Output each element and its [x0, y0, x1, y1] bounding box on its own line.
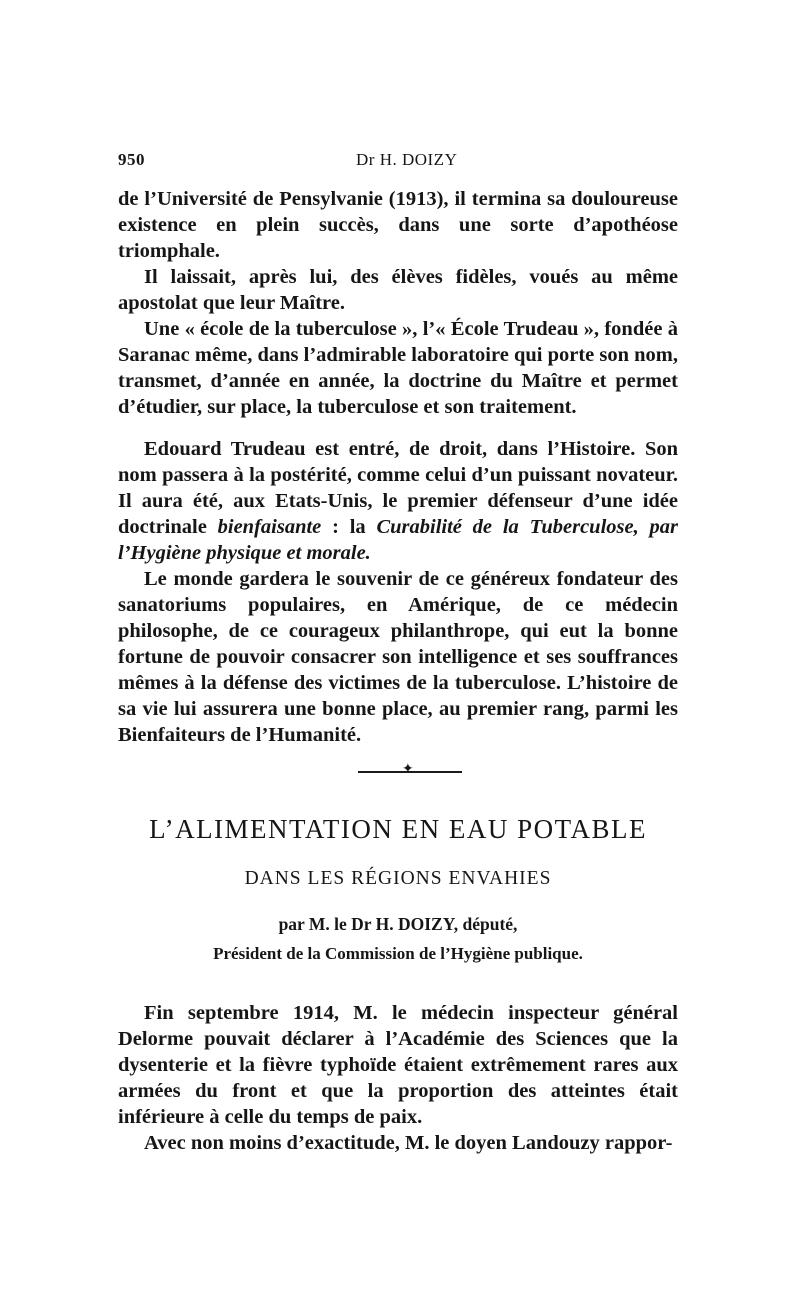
section-1-text — [118, 186, 678, 420]
paragraph-text: : la — [321, 516, 377, 538]
paragraph: Fin septembre 1914, M. le médecin inspecteur général Delorme pouvait déclarer à l’Académie des Sciences que la dysenterie et la fièvre typhoïde étaient extrêmement rares aux armées du front et que la proportion des atteintes était inférieure à celle du temps de paix. — [118, 1002, 678, 1128]
article-body — [118, 1000, 678, 1156]
running-title: Dr H. DOIZY — [356, 150, 458, 169]
paragraph-text: Edouard Trudeau est entré, de droit, dans l’Histoire. Son nom passera à la postérité, comme celui d’un puissant novateur. Il aura été, aux Etats-Unis, le premier défenseur d’une idée doctrinale — [118, 438, 678, 538]
section-2-text — [118, 436, 678, 748]
paragraph — [118, 436, 678, 566]
article-subtitle: DANS LES RÉGIONS ENVAHIES — [244, 868, 552, 889]
author-affiliation: Président de la Commission de l’Hygiène publique. — [213, 944, 583, 963]
italic-phrase: bienfaisante — [217, 516, 322, 538]
paragraph: Une « école de la tuberculose », l’« École Trudeau », fondée à Saranac même, dans l’admirable laboratoire qui porte son nom, transmet, d’année en année, la doctrine du Maître et permet d’étudier, sur place, la tuberculose et son traitement. — [118, 318, 678, 418]
paragraph: Le monde gardera le souvenir de ce généreux fondateur des sanatoriums populaires, en Amérique, de ce médecin philosophe, de ce courageux philanthrope, qui eut la bonne fortune de pouvoir consacrer son intelligence et ses souffrances mêmes à la défense des victimes de la tuberculose. L’histoire de sa vie lui assurera une bonne place, au premier rang, parmi les Bienfaiteurs de l’Humanité. — [118, 568, 678, 746]
italic-phrase: Curabilité de la Tuberculose, par l’Hygiène physique et morale. — [118, 516, 678, 564]
page-number: 950 — [118, 150, 145, 169]
article-byline: par M. le Dr H. DOIZY, député, — [278, 914, 518, 934]
paragraph: Il laissait, après lui, des élèves fidèles, voués au même apostolat que leur Maître. — [118, 266, 678, 314]
article-title: L’ALIMENTATION EN EAU POTABLE — [149, 814, 647, 844]
paragraph: de l’Université de Pensylvanie (1913), il termina sa douloureuse existence en plein succès, dans une sorte d’apothéose triomphale. — [118, 188, 678, 262]
divider-ornament-icon: ✦ — [402, 762, 414, 777]
running-head — [118, 150, 678, 174]
paragraph: Avec non moins d’exactitude, M. le doyen Landouzy rappor- — [144, 1132, 673, 1154]
